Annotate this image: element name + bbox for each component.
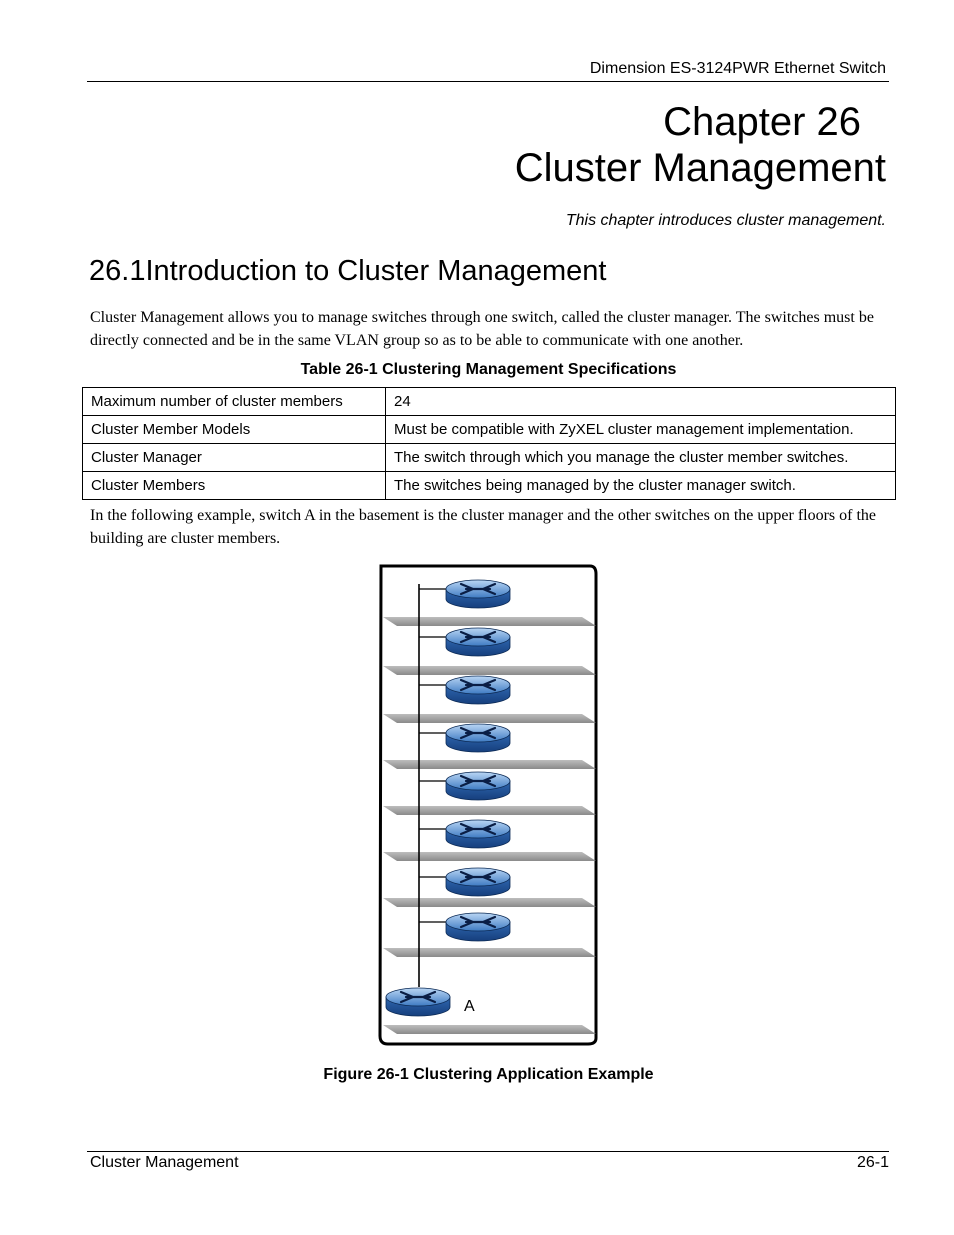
router-switch-icon [446, 628, 510, 656]
router-switch-icon [446, 868, 510, 896]
footer-section-title: Cluster Management [90, 1154, 239, 1171]
cluster-manager-label: A [464, 998, 475, 1015]
table-cell: The switch through which you manage the cluster member switches. [386, 444, 896, 472]
table-caption: Table 26-1 Clustering Management Specifications [300, 361, 677, 378]
floor-slab [383, 948, 596, 957]
table-cell: Maximum number of cluster members [83, 388, 386, 416]
footer-rule [87, 1151, 889, 1152]
table-row [83, 444, 896, 472]
section-heading: 26.1Introduction to Cluster Management [89, 255, 607, 287]
floor-slab [383, 666, 596, 675]
table-row [83, 388, 896, 416]
chapter-number: Chapter 26 [663, 100, 861, 144]
floor-slab [383, 898, 596, 907]
table-cell: Cluster Member Models [83, 416, 386, 444]
table-row [83, 416, 896, 444]
specifications-table [82, 387, 896, 500]
example-paragraph: In the following example, switch A in the basement is the cluster manager and the other switches on the upper floors of the building are cluster members. [90, 507, 877, 547]
table-cell: The switches being managed by the cluster manager switch. [386, 472, 896, 500]
intro-paragraph: Cluster Management allows you to manage switches through one switch, called the cluster manager. The switches must be directly connected and be in the same VLAN group so as to be able to communicate with one another. [90, 309, 874, 349]
header-rule [87, 81, 889, 82]
table-cell: Must be compatible with ZyXEL cluster management implementation. [386, 416, 896, 444]
router-switch-icon [446, 676, 510, 704]
floor-slab [383, 714, 596, 723]
floor-slab [383, 806, 596, 815]
cluster-building-diagram [376, 562, 602, 1048]
router-switch-icon [446, 913, 510, 941]
page-number: 26-1 [856, 1154, 889, 1171]
table-cell: 24 [386, 388, 896, 416]
floor-slab [383, 1025, 596, 1034]
chapter-intro: This chapter introduces cluster management. [565, 212, 886, 229]
table-row [83, 472, 896, 500]
chapter-title: Cluster Management [514, 146, 886, 190]
table-cell: Cluster Members [83, 472, 386, 500]
floor-slab [383, 760, 596, 769]
router-switch-icon [446, 724, 510, 752]
router-switch-icon [446, 820, 510, 848]
router-switch-icon [446, 580, 510, 608]
floor-slab [383, 852, 596, 861]
floor-slab [383, 617, 596, 626]
router-switch-icon [386, 988, 450, 1016]
figure-caption: Figure 26-1 Clustering Application Example [323, 1066, 654, 1083]
running-header-title: Dimension ES-3124PWR Ethernet Switch [589, 60, 886, 77]
table-cell: Cluster Manager [83, 444, 386, 472]
router-switch-icon [446, 772, 510, 800]
